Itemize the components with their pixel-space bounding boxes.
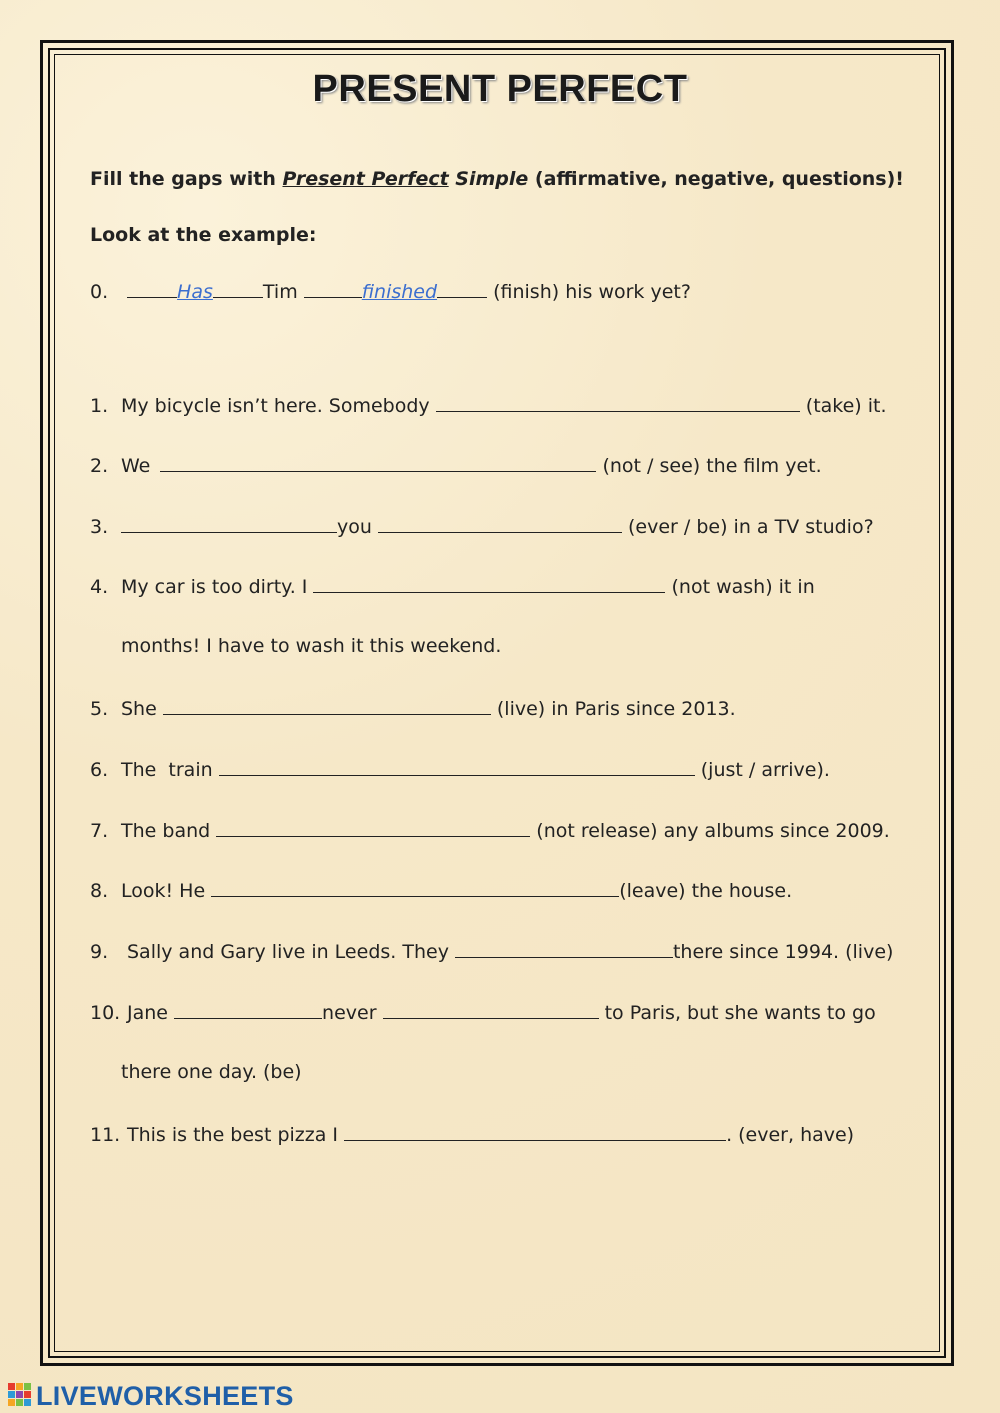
answer-blank[interactable] xyxy=(160,453,596,472)
page-title: PRESENT PERFECT xyxy=(312,68,688,110)
example-label: Look at the example: xyxy=(90,224,317,246)
exercise-item: 3. you (ever / be) in a TV studio? xyxy=(90,516,874,538)
example-row: 0. Has Tim finished (finish) his work yet? xyxy=(90,281,691,303)
exercise-item: 8. Look! He (leave) the house. xyxy=(90,880,793,902)
exercise-item: 9. Sally and Gary live in Leeds. They there since 1994. (live) xyxy=(90,941,894,963)
exercise-item: 2. We (not / see) the film yet. xyxy=(90,455,822,477)
answer-blank[interactable] xyxy=(378,514,622,533)
answer-blank[interactable] xyxy=(174,1000,322,1019)
brand-name: LIVEWORKSHEETS xyxy=(36,1381,294,1411)
exercise-item: 10. Jane never to Paris, but she wants to go xyxy=(90,1002,876,1024)
answer-blank[interactable] xyxy=(216,818,530,837)
answer-blank[interactable] xyxy=(383,1000,599,1019)
answer-blank[interactable] xyxy=(344,1122,726,1141)
exercise-item: 1. My bicycle isn’t here. Somebody (take) it. xyxy=(90,395,887,417)
exercise-continuation: there one day. (be) xyxy=(121,1061,302,1083)
liveworksheets-icon xyxy=(8,1383,32,1407)
exercise-item: 6. The train (just / arrive). xyxy=(90,759,830,781)
example-answer-2: finished xyxy=(361,281,438,303)
exercise-item: 4. My car is too dirty. I (not wash) it in xyxy=(90,576,815,598)
exercise-continuation: months! I have to wash it this weekend. xyxy=(121,635,502,657)
answer-blank[interactable] xyxy=(163,696,491,715)
tense-name: Present Perfect xyxy=(282,168,449,190)
example-answer-1: Has xyxy=(177,281,213,303)
answer-blank[interactable] xyxy=(436,393,800,412)
answer-blank[interactable] xyxy=(219,757,695,776)
answer-blank[interactable] xyxy=(313,574,665,593)
exercise-item: 5. She (live) in Paris since 2013. xyxy=(90,698,736,720)
answer-blank[interactable] xyxy=(121,514,337,533)
exercise-item: 11. This is the best pizza I . (ever, have) xyxy=(90,1124,855,1146)
exercise-item: 7. The band (not release) any albums since 2009. xyxy=(90,820,890,842)
answer-blank[interactable] xyxy=(455,939,673,958)
instructions: Fill the gaps with Present Perfect Simple (affirmative, negative, questions)! xyxy=(90,168,904,190)
answer-blank[interactable] xyxy=(211,878,619,897)
